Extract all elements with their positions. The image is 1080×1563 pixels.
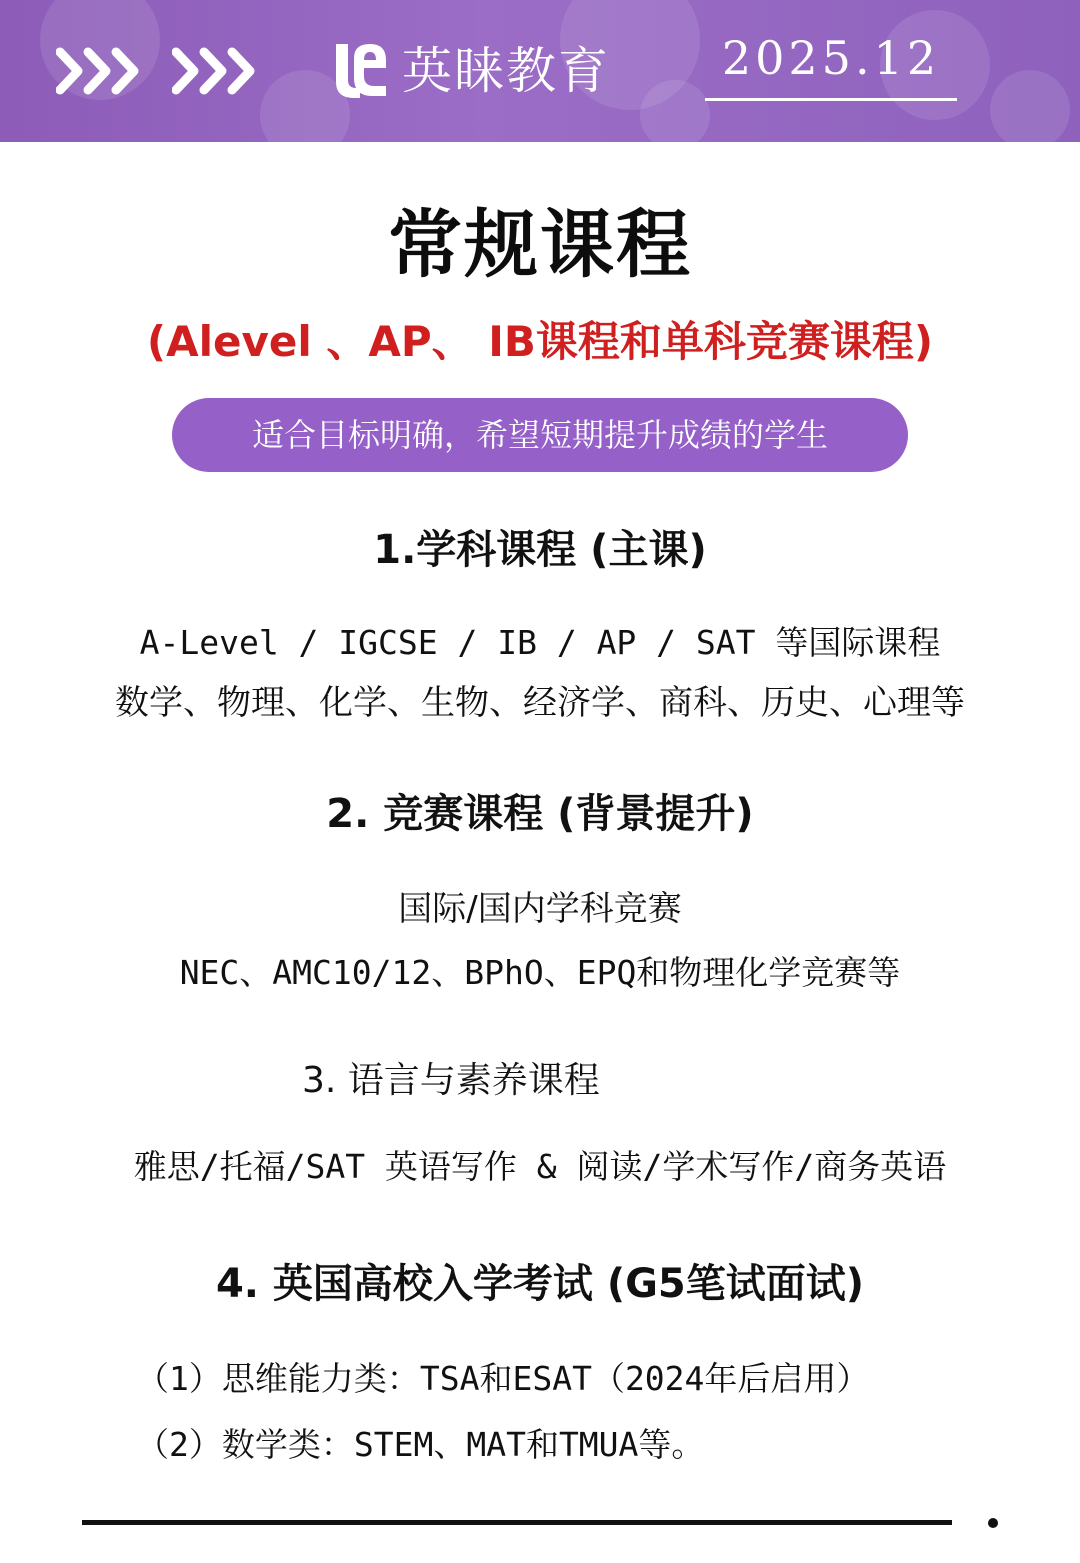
- brand-name: 英睐教育: [402, 42, 610, 100]
- ue-logo-icon: [330, 38, 392, 104]
- issue-date: 2025.12: [721, 31, 941, 85]
- section-heading-language-courses: 3. 语言与素养课程: [302, 1060, 600, 1101]
- page-subtitle: (Alevel 、AP、 IB课程和单科竞赛课程): [146, 317, 934, 366]
- footer-divider: [82, 1520, 952, 1525]
- list-item: （1）思维能力类：TSA和ESAT（2024年后启用）: [136, 1359, 870, 1398]
- bokeh-decoration: [640, 80, 710, 142]
- header-banner: [0, 0, 1080, 142]
- section-heading-uk-admission-tests: 4. 英国高校入学考试 (G5笔试面试): [215, 1261, 865, 1307]
- section-heading-competition-courses: 2. 竞赛课程 (背景提升): [326, 791, 754, 837]
- section-line: 国际/国内学科竞赛: [398, 889, 682, 929]
- section-line: 雅思/托福/SAT 英语写作 & 阅读/学术写作/商务英语: [133, 1147, 947, 1186]
- section-line: 数学、物理、化学、生物、经济学、商科、历史、心理等: [115, 683, 965, 723]
- audience-badge: 适合目标明确，希望短期提升成绩的学生: [172, 398, 908, 472]
- chevron-right-icon: [172, 40, 262, 102]
- section-line: NEC、AMC10/12、BPhO、EPQ和物理化学竞赛等: [179, 953, 901, 992]
- footer-dot: [988, 1518, 998, 1528]
- page-title: 常规课程: [388, 202, 692, 288]
- section-heading-subject-courses: 1.学科课程 (主课): [373, 527, 707, 573]
- chevron-right-icon: [56, 40, 146, 102]
- bokeh-decoration: [990, 70, 1070, 142]
- date-underline: [705, 98, 957, 101]
- section-line: A-Level / IGCSE / IB / AP / SAT 等国际课程: [139, 623, 941, 662]
- list-item: （2）数学类：STEM、MAT和TMUA等。: [136, 1425, 705, 1464]
